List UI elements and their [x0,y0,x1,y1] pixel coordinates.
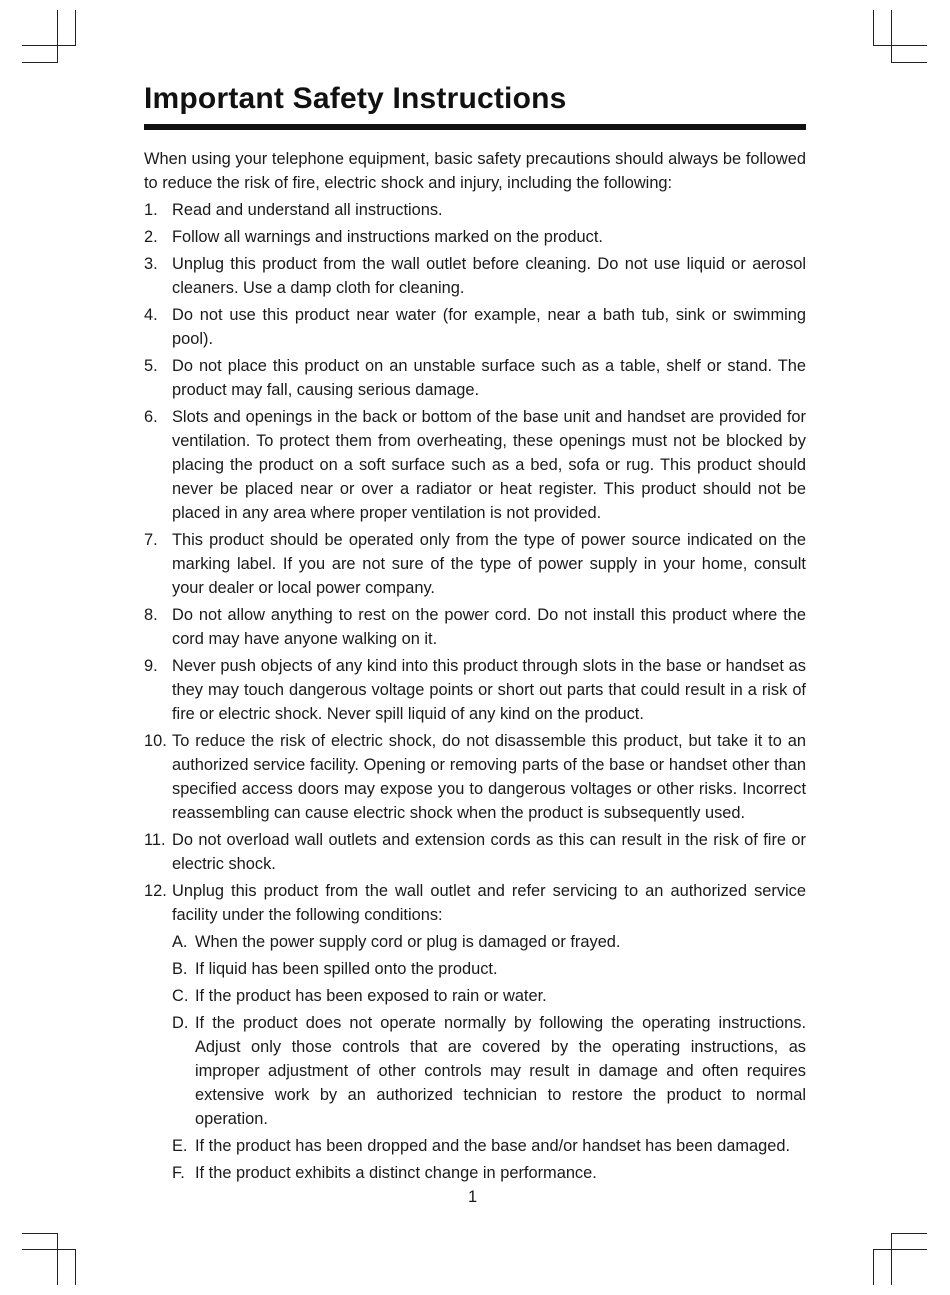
sub-item-text: If the product has been dropped and the base and/or handset has been damaged. [195,1137,791,1155]
page-title: Important Safety Instructions [144,82,567,115]
crop-mark [873,45,927,46]
list-item [144,654,806,726]
sub-item-text: If liquid has been spilled onto the product. [195,960,498,978]
item-number: 1. [144,201,158,219]
item-text: Do not place this product on an unstable surface such as a table, shelf or stand. The product may fall, causing serious damage. [172,357,806,399]
list-item [144,729,806,825]
sub-item-text: If the product exhibits a distinct change in performance. [195,1164,597,1182]
sub-list-item [144,984,806,1008]
sub-item-letter: B. [172,960,188,978]
item-text: This product should be operated only from the type of power source indicated on the marking label. If you are not sure of the type of power supply in your home, consult your dealer or local power company. [172,531,806,597]
crop-mark [873,1249,927,1250]
sub-item-text: If the product has been exposed to rain or water. [195,987,547,1005]
item-number: 8. [144,606,158,624]
item-number: 7. [144,531,158,549]
item-text: To reduce the risk of electric shock, do not disassemble this product, but take it to an authorized service facility. Opening or removing parts of the base or handset other than specified access doors may expose you to dangerous voltages or other risks. Incorrect reassembling can cause electric shock when the product is subsequently used. [172,732,806,822]
item-text: Follow all warnings and instructions marked on the product. [172,228,603,246]
item-number: 9. [144,657,158,675]
item-text: Do not use this product near water (for example, near a bath tub, sink or swimming pool). [172,306,806,348]
sub-list-item [144,1161,806,1185]
crop-mark [873,10,874,46]
item-text: Unplug this product from the wall outlet and refer servicing to an authorized service facility under the following conditions: [172,882,806,924]
list-item [144,879,806,927]
crop-mark [75,10,76,46]
list-item [144,828,806,876]
list-item [144,405,806,525]
crop-mark [22,1249,76,1250]
sub-item-letter: F. [172,1164,185,1182]
list-item [144,198,806,222]
sub-list-item [144,1011,806,1131]
sub-list-item [144,930,806,954]
item-number: 4. [144,306,158,324]
sub-list-item [144,957,806,981]
sub-item-letter: A. [172,933,188,951]
item-number: 11. [144,831,166,849]
crop-mark [22,45,76,46]
sub-item-letter: C. [172,987,189,1005]
crop-mark [57,10,58,62]
crop-mark [891,1233,927,1234]
item-text: Read and understand all instructions. [172,201,443,219]
item-text: Do not allow anything to rest on the power cord. Do not install this product where the cord may have anyone walking on it. [172,606,806,648]
intro-paragraph: When using your telephone equipment, basic safety precautions should always be followed to reduce the risk of fire, electric shock and injury, including the following: [144,150,806,192]
item-number: 5. [144,357,158,375]
crop-mark [891,62,927,63]
item-number: 10. [144,732,167,750]
list-item [144,354,806,402]
item-number: 12. [144,882,167,900]
crop-mark [22,62,58,63]
sub-item-letter: E. [172,1137,188,1155]
page-number: 1 [467,1188,478,1206]
list-item [144,528,806,600]
sub-list-item [144,1134,806,1158]
item-text: Never push objects of any kind into this product through slots in the base or handset as they may touch dangerous voltage points or short out parts that could result in a risk of fire or electric shock. Never spill liquid of any kind on the product. [172,657,806,723]
item-text: Slots and openings in the back or bottom of the base unit and handset are provided for ventilation. To protect them from overheating, these openings must not be blocked by placing the product on a soft surface such as a bed, sofa or rug. This product should never be placed near or over a radiator or heat register. This product should not be placed in any area where proper ventilation is not provided. [172,408,806,522]
sub-item-text: If the product does not operate normally by following the operating instructions. Adjust only those controls that are covered by the operating instructions, as improper adjustment of other controls may result in damage and often requires extensive work by an authorized technician to restore the product to normal operation. [195,1014,806,1128]
item-number: 3. [144,255,158,273]
list-item [144,303,806,351]
item-number: 6. [144,408,158,426]
list-item [144,225,806,249]
crop-mark [57,1233,58,1285]
instructions-body [144,147,806,1188]
crop-mark [75,1249,76,1285]
sub-item-text: When the power supply cord or plug is damaged or frayed. [195,933,621,951]
item-text: Unplug this product from the wall outlet before cleaning. Do not use liquid or aerosol cleaners. Use a damp cloth for cleaning. [172,255,806,297]
item-number: 2. [144,228,158,246]
item-text: Do not overload wall outlets and extension cords as this can result in the risk of fire or electric shock. [172,831,806,873]
crop-mark [891,1233,892,1285]
sub-item-letter: D. [172,1014,189,1032]
list-item [144,603,806,651]
title-rule [144,124,806,130]
list-item [144,252,806,300]
crop-mark [22,1233,58,1234]
crop-mark [873,1249,874,1285]
crop-mark [891,10,892,62]
